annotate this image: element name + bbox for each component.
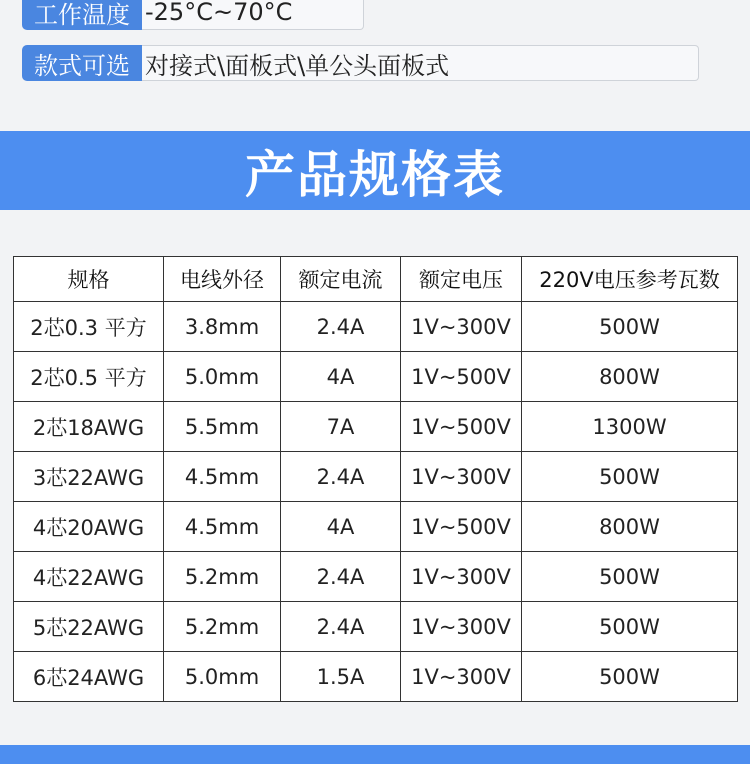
cell-current: 2.4A — [281, 452, 401, 502]
table-row — [14, 402, 738, 452]
cell-spec: 2芯0.3 平方 — [14, 302, 164, 352]
spec-table — [13, 256, 738, 702]
cell-voltage: 1V~500V — [401, 352, 522, 402]
cell-wattage: 800W — [522, 502, 738, 552]
cell-current: 2.4A — [281, 602, 401, 652]
spec-row-temperature — [22, 0, 364, 30]
cell-current: 4A — [281, 502, 401, 552]
cell-spec: 2芯18AWG — [14, 402, 164, 452]
cell-voltage: 1V~300V — [401, 652, 522, 702]
cell-wattage: 500W — [522, 452, 738, 502]
cell-voltage: 1V~500V — [401, 502, 522, 552]
table-row — [14, 352, 738, 402]
cell-current: 2.4A — [281, 552, 401, 602]
cell-wattage: 500W — [522, 652, 738, 702]
header-current: 额定电流 — [281, 257, 401, 302]
header-wattage: 220V电压参考瓦数 — [522, 257, 738, 302]
cell-diameter: 5.2mm — [164, 602, 281, 652]
cell-diameter: 5.0mm — [164, 352, 281, 402]
cell-current: 1.5A — [281, 652, 401, 702]
table-row — [14, 652, 738, 702]
cell-current: 2.4A — [281, 302, 401, 352]
cell-diameter: 4.5mm — [164, 502, 281, 552]
banner-title: 产品规格表 — [245, 145, 505, 204]
cell-wattage: 500W — [522, 302, 738, 352]
cell-wattage: 800W — [522, 352, 738, 402]
cell-diameter: 5.0mm — [164, 652, 281, 702]
cell-spec: 6芯24AWG — [14, 652, 164, 702]
table-row — [14, 452, 738, 502]
table-row — [14, 602, 738, 652]
cell-spec: 5芯22AWG — [14, 602, 164, 652]
spec-value-temperature: -25°C~70°C — [142, 0, 364, 30]
section-banner — [0, 131, 750, 210]
cell-voltage: 1V~300V — [401, 302, 522, 352]
cell-voltage: 1V~300V — [401, 602, 522, 652]
cell-current: 4A — [281, 352, 401, 402]
cell-spec: 2芯0.5 平方 — [14, 352, 164, 402]
cell-diameter: 5.2mm — [164, 552, 281, 602]
spec-row-style — [22, 45, 699, 81]
next-section-banner — [0, 745, 750, 764]
spec-label-style: 款式可选 — [22, 45, 142, 81]
spec-label-temperature: 工作温度 — [22, 0, 142, 30]
cell-spec: 4芯20AWG — [14, 502, 164, 552]
cell-wattage: 1300W — [522, 402, 738, 452]
cell-diameter: 4.5mm — [164, 452, 281, 502]
cell-voltage: 1V~300V — [401, 552, 522, 602]
cell-current: 7A — [281, 402, 401, 452]
spec-value-style: 对接式\面板式\单公头面板式 — [142, 45, 699, 81]
cell-diameter: 3.8mm — [164, 302, 281, 352]
table-row — [14, 302, 738, 352]
cell-diameter: 5.5mm — [164, 402, 281, 452]
cell-voltage: 1V~300V — [401, 452, 522, 502]
cell-wattage: 500W — [522, 602, 738, 652]
cell-spec: 4芯22AWG — [14, 552, 164, 602]
table-header-row — [14, 257, 738, 302]
cell-spec: 3芯22AWG — [14, 452, 164, 502]
cell-wattage: 500W — [522, 552, 738, 602]
cell-voltage: 1V~500V — [401, 402, 522, 452]
header-voltage: 额定电压 — [401, 257, 522, 302]
header-diameter: 电线外径 — [164, 257, 281, 302]
table-row — [14, 502, 738, 552]
table-row — [14, 552, 738, 602]
header-spec: 规格 — [14, 257, 164, 302]
